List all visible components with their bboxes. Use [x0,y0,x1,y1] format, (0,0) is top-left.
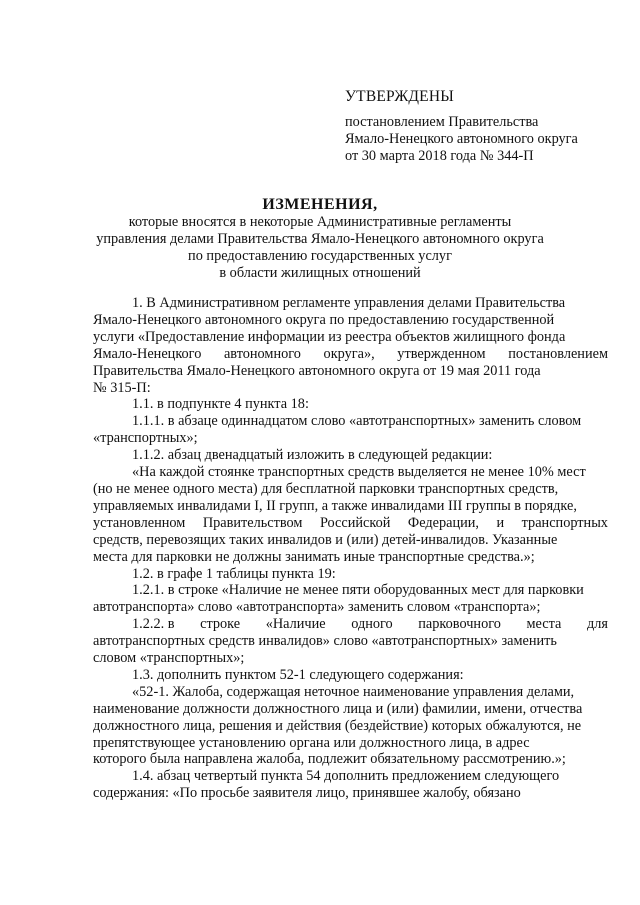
paragraph-10-line-1: «52-1. Жалоба, содержащая неточное наименование управления делами, [132,683,575,700]
paragraph-11-line-2: содержания: «По просьбе заявителя лицо, принявшее жалобу, обязано [93,785,521,802]
approval-line-3: от 30 марта 2018 года № 344-П [345,148,534,164]
word: установленном [93,514,186,531]
paragraph-11-line-1: 1.4. абзац четвертый пункта 54 дополнить предложением следующего [132,768,560,785]
paragraph-9: 1.3. дополнить пунктом 52-1 следующего содержания: [132,666,464,683]
paragraph-10-line-2: наименование должности должностного лица и (или) фамилии, имени, отчества [93,700,583,717]
paragraph-1-line-3-text: услуги «Предоставление информации из реестра объектов жилищного фонда [93,328,566,345]
paragraph-10-line-5: которого была направлена жалоба, подлежит обязательному рассмотрению.»; [93,751,566,768]
approval-title: УТВЕРЖДЕНЫ [345,88,454,105]
paragraph-1-line-3 [93,329,608,346]
paragraph-5-line-5: средств, перевозящих таких инвалидов и (или) детей-инвалидов. Указанные [93,531,558,548]
paragraph-1-line-2-text: Ямало-Ненецкого автономного округа по предоставлению государственной [93,311,555,328]
paragraph-4: 1.1.2. абзац двенадцатый изложить в следующей редакции: [132,447,493,464]
paragraph-8-line-1 [93,616,608,633]
paragraph-5-line-2: (но не менее одного места) для бесплатной парковки транспортных средств, [93,480,559,497]
paragraph-8-line-3: словом «транспортных»; [93,650,245,667]
paragraph-7 [93,582,608,616]
heading-subtitle-3: по предоставлению государственных услуг [188,248,452,264]
heading-subtitle-2: управления делами Правительства Ямало-Ненецкого автономного округа [96,231,544,247]
paragraph-6: 1.2. в графе 1 таблицы пункта 19: [132,565,336,582]
paragraph-1 [93,295,608,396]
approval-line-1: постановлением Правительства [345,114,539,130]
word: округа», [323,345,375,362]
word: Ямало-Ненецкого [93,345,202,362]
document-heading [90,196,550,282]
word: Правительством [202,514,303,531]
word: «Наличие [265,616,326,633]
paragraph-10 [93,684,608,769]
paragraph-11 [93,768,608,802]
paragraph-7-line-2: автотранспорта» слово «автотранспорта» заменить словом «транспорта»; [93,599,541,616]
paragraph-8 [93,616,608,667]
approval-line-2: Ямало-Ненецкого автономного округа [345,131,578,147]
word: транспортных [521,514,608,531]
paragraph-5-line-6: места для парковки не должны занимать иные транспортные средства.»; [93,548,535,565]
word: строке [200,616,241,633]
paragraph-1-line-2 [93,312,608,329]
word: постановлением [508,345,608,362]
paragraph-8-line-2: автотранспортных средств инвалидов» слово «автотранспортных» заменить [93,633,557,650]
paragraph-1-line-4 [93,346,608,363]
approval-block [345,88,615,165]
paragraph-5-line-4 [93,515,608,532]
word: места [526,616,562,633]
word: Федерации, [407,514,479,531]
word: одного [351,616,393,633]
word: Российской [319,514,391,531]
paragraph-1-line-5 [93,363,608,380]
paragraph-5-line-1: «На каждой стоянке транспортных средств выделяется не менее 10% мест [132,464,586,481]
paragraph-3-line-1: 1.1.1. в абзаце одиннадцатом слово «автотранспортных» заменить словом [132,413,582,430]
paragraph-10-line-4: препятствующее установлению органа или должностного лица, в адрес [93,734,530,751]
document-body [93,295,608,802]
word: автономного [223,345,301,362]
paragraph-3-line-2: «транспортных»; [93,430,198,447]
word: и [496,514,505,531]
word: парковочного [418,616,501,633]
heading-subtitle-4: в области жилищных отношений [219,265,421,281]
paragraph-5 [93,464,608,565]
paragraph-10-line-3: должностного лица, решения и действия (бездействие) которых обжалуются, не [93,717,582,734]
paragraph-5-line-3: управляемых инвалидами I, II групп, а также инвалидами III группы в порядке, [93,497,577,514]
word: для [586,616,608,633]
paragraph-1-line-1: 1. В Административном регламенте управления делами Правительства [132,295,566,311]
paragraph-2: 1.1. в подпункте 4 пункта 18: [132,396,309,413]
paragraph-3 [93,413,608,447]
heading-subtitle-1: которые вносятся в некоторые Административные регламенты [128,214,512,230]
paragraph-1-line-5-text: Правительства Ямало-Ненецкого автономного округа от 19 мая 2011 года [93,362,541,379]
word: 1.2.2. в [132,616,175,633]
paragraph-7-line-1: 1.2.1. в строке «Наличие не менее пяти оборудованных мест для парковки [132,582,584,599]
paragraph-1-line-6: № 315-П: [93,379,151,396]
heading-title: ИЗМЕНЕНИЯ, [262,196,378,213]
word: утвержденном [397,345,486,362]
